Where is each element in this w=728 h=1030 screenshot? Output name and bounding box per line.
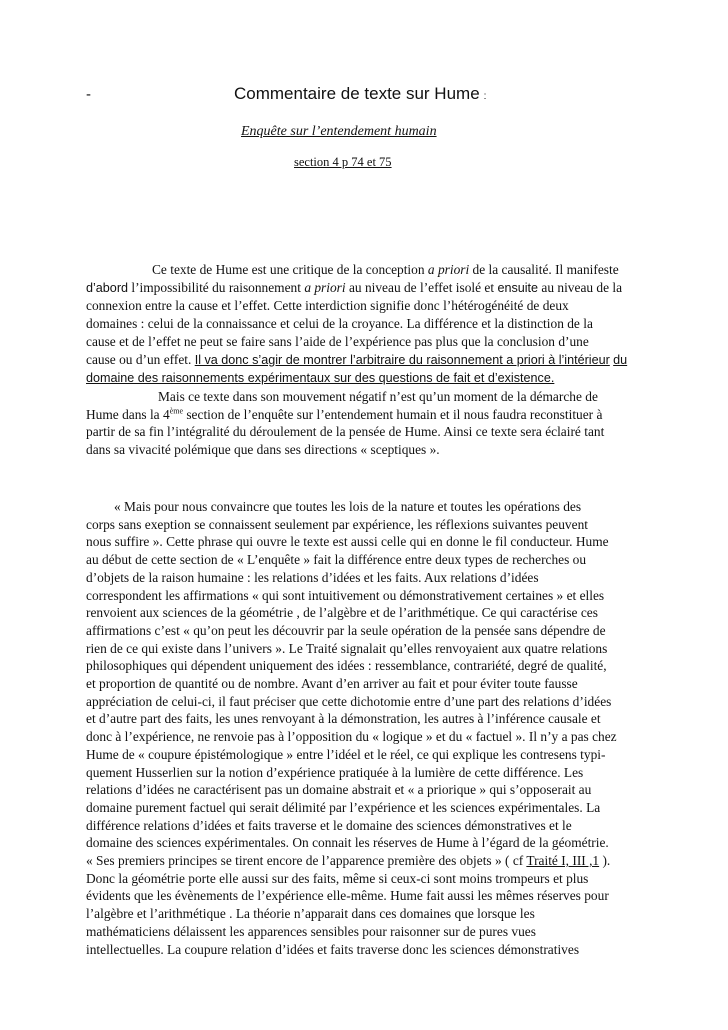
text-line: Donc la géométrie porte elle aussi sur des faits, même si ceux-ci sont moins trompeurs et plus — [86, 870, 589, 886]
text-line: appréciation de celui-ci, il faut préciser que cette dichotomie entre d’une part des relations d’idées — [86, 693, 612, 709]
text-line: et d’autre part des faits, les unes renvoyant à la démonstration, les autres à l’inférence causale et — [86, 711, 601, 727]
text-line: renvoient aux sciences de la géométrie , de l’algèbre et de l’arithmétique. Ce qui caractérise ces — [86, 605, 598, 621]
text-line: correspondent les affirmations « qui sont intuitivement ou démonstrativement certaines » et elles — [86, 587, 605, 603]
text-line: d’abord l’impossibilité du raisonnement a priori au niveau de l’effet isolé et ensuite au niveau de la — [86, 279, 623, 295]
text-line: « Mais pour nous convaincre que toutes les lois de la nature et toutes les opérations des — [114, 499, 582, 514]
text-line: d’objets de la raison humaine : les relations d’idées et les faits. Aux relations d’idées — [86, 569, 539, 585]
text-line: affirmations c’est « qu’on peut les découvrir par la seule opération de la pensée sans dépendre de — [86, 622, 606, 638]
text-line: Hume dans la 4ème section de l’enquête sur l’entendement humain et il nous faudra reconstituer à — [86, 406, 603, 422]
page-title — [234, 84, 486, 104]
text-line: domaine des sciences expérimentales. On connait les réserves de Hume à l’égard de la géométrie. — [86, 835, 609, 851]
text-line: Mais ce texte dans son mouvement négatif n’est qu’un moment de la démarche de — [158, 388, 598, 404]
text-line: rien de ce qui existe dans l’univers ». Le Traité signalait qu’elles renvoyaient aux quatre relations — [86, 640, 608, 656]
text-line: cause et de l’effet ne peut se faire sans l’aide de l’expérience pas plus que la conclusion d’une — [86, 333, 589, 349]
book-subtitle: Enquête sur l’entendement humain — [241, 124, 437, 139]
text-line: corps sans exeption se connaissent seulement par expérience, les réflexions suivantes peuvent — [86, 516, 588, 532]
introduction-paragraph — [86, 261, 656, 459]
text-line: au début de cette section de « L’enquête » fait la différence entre deux types de recherches ou — [86, 552, 587, 568]
text-line: partir de sa fin l’intégralité du déroulement de la pensée de Hume. Ainsi ce texte sera éclairé tant — [86, 424, 605, 440]
leading-dash: - — [86, 86, 91, 103]
text-line: « Ses premiers principes se tirent encore de l’apparence première des objets » ( cf Traité I, III ,1 ). — [86, 853, 611, 869]
text-line: domaine des raisonnements expérimentaux sur des questions de fait et d’existence. — [86, 371, 555, 386]
section-reference: section 4 p 74 et 75 — [294, 155, 392, 169]
text-line: quement Husserlien sur la notion d’expérience pratiquée à la lumière de cette différence. Les — [86, 764, 584, 780]
text-line: mathématiciens délaissent les apparences sensibles pour raisonner sur de pures vues — [86, 923, 536, 939]
text-line: domaines : celui de la connaissance et celui de la croyance. La différence et la distinction de la — [86, 316, 593, 332]
text-line: dans sa vivacité polémique que dans ses directions « sceptiques ». — [86, 442, 440, 458]
text-line: relations d’idées ne caractérisent pas un domaine abstrait et « a priorique » qui s’opposerait au — [86, 782, 592, 798]
title-text: Commentaire de texte sur Hume — [234, 84, 480, 103]
text-line: Hume de « coupure épistémologique » entre l’idéel et le réel, ce qui explique les contresens typi- — [86, 746, 606, 762]
text-line: différence relations d’idées et faits traverse et le domaine des sciences démonstratives et le — [86, 817, 572, 833]
text-line: cause ou d’un effet. Il va donc s’agir de montrer l’arbitraire du raisonnement a priori à l’intérieur du — [86, 351, 628, 367]
traite-reference: Traité I, III ,1 — [526, 853, 600, 869]
text-line: nous suffire ». Cette phrase qui ouvre le texte est aussi celle qui en donne le fil conducteur. Hume — [86, 534, 609, 550]
text-line: intellectuelles. La coupure relation d’idées et faits traverse donc les sciences démonstratives — [86, 941, 580, 957]
text-line: domaine purement factuel qui serait délimité par l’expérience et les sciences expérimentales. La — [86, 799, 601, 815]
text-line: évidents que les évènements de l’expérience elle-même. Hume fait aussi les mêmes réserves pour — [86, 888, 609, 904]
text-line: et proportion de quantité ou de nombre. Avant d’en arriver au fait et pour éviter toute fausse — [86, 676, 578, 692]
text-line: connexion entre la cause et l’effet. Cette interdiction signifie donc l’hétérogénéité de deux — [86, 298, 569, 314]
commentary-paragraph — [86, 498, 656, 958]
text-line: philosophiques qui dépendent uniquement des idées : ressemblance, contrariété, degré de qualité, — [86, 658, 607, 674]
title-colon: : — [483, 91, 487, 102]
text-line: donc à l’expérience, ne renvoie pas à l’opposition du « logique » et du « factuel ». Il n’y a pas chez — [86, 729, 617, 745]
text-line: Ce texte de Hume est une critique de la conception a priori de la causalité. Il manifeste — [152, 262, 619, 277]
text-line: l’algèbre et l’arithmétique . La théorie n’apparait dans ces domaines que lorsque les — [86, 906, 535, 922]
